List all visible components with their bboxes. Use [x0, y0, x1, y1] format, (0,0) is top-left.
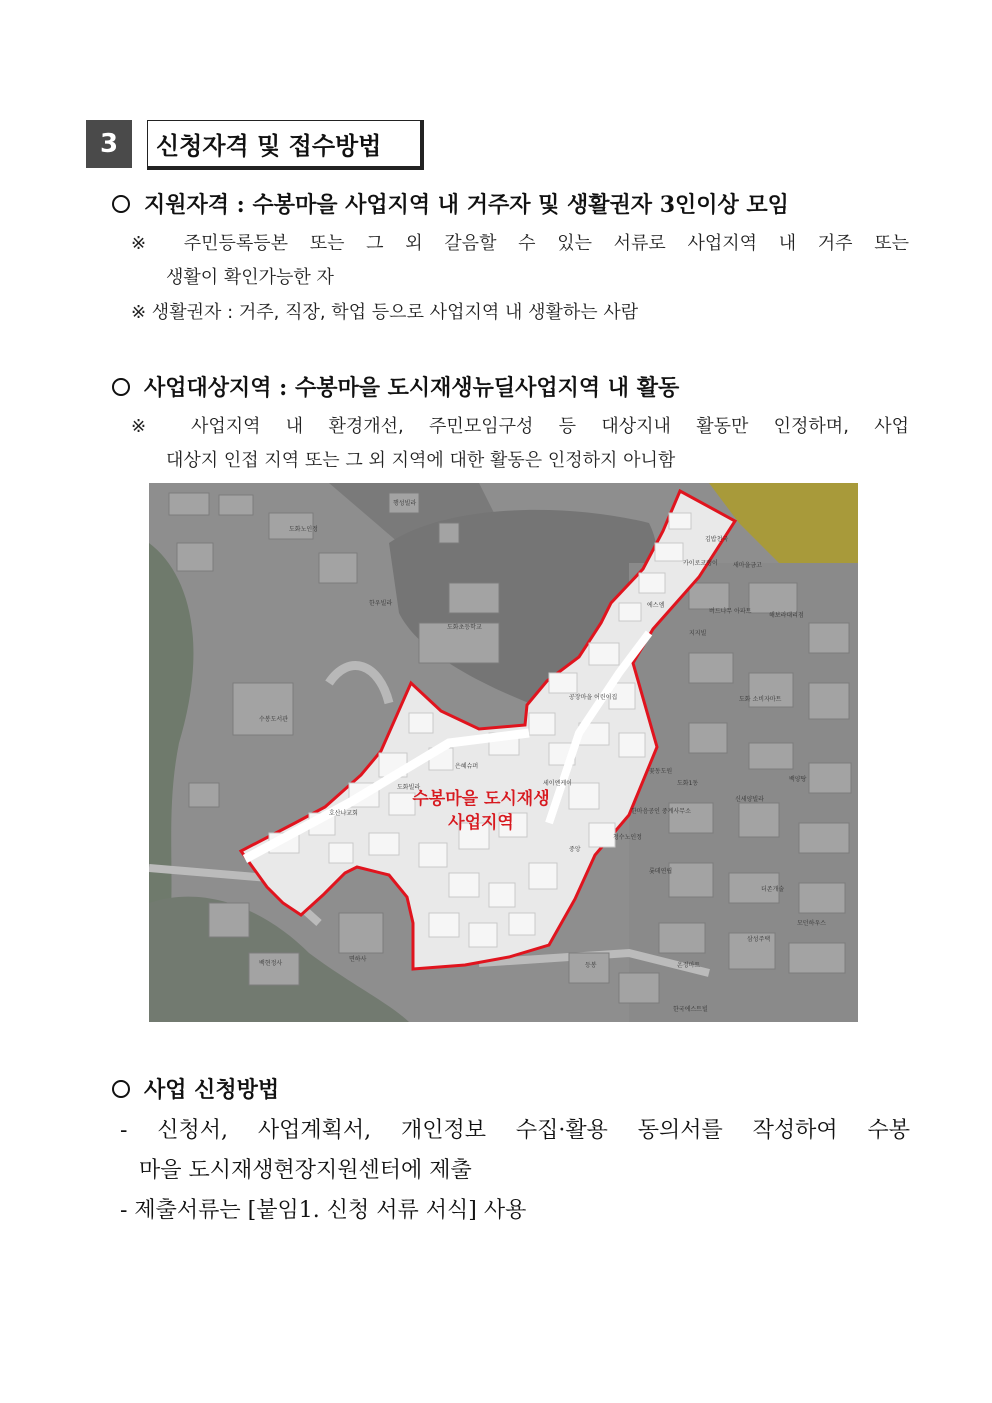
svg-text:롯데연립: 롯데연립 — [649, 868, 673, 875]
application-heading: 사업 신청방법 — [112, 1073, 279, 1104]
project-area-label — [396, 787, 566, 835]
svg-text:백현정사: 백현정사 — [259, 960, 283, 967]
svg-text:한마음공인 중계사무소: 한마음공인 중계사무소 — [631, 808, 691, 815]
svg-text:청수노인정: 청수노인정 — [613, 834, 642, 841]
application-item-1-cont: 마을 도시재생현장지원센터에 제출 — [139, 1158, 472, 1183]
svg-text:도화 소비자마트: 도화 소비자마트 — [739, 696, 782, 703]
svg-text:김밥천국: 김밥천국 — [705, 536, 729, 543]
svg-text:도화빌라: 도화빌라 — [397, 784, 421, 791]
svg-text:꽃동도원: 꽃동도원 — [649, 768, 673, 775]
svg-text:한국에스트빌: 한국에스트빌 — [673, 1006, 708, 1013]
section-title: 신청자격 및 접수방법 — [147, 120, 424, 170]
svg-text:모던하우스: 모던하우스 — [797, 920, 826, 927]
target-area-note: ※ 사업지역 내 환경개선, 주민모임구성 등 대상지내 활동만 인정하며, 사업 — [131, 416, 909, 437]
svg-text:세이엔케이: 세이엔케이 — [543, 780, 572, 787]
svg-text:행성빌라: 행성빌라 — [393, 500, 417, 507]
svg-text:온정마트: 온정마트 — [677, 962, 701, 969]
project-area-label-line2: 사업지역 — [448, 813, 514, 833]
svg-text:호산나교회: 호산나교회 — [329, 810, 358, 817]
svg-text:은혜슈퍼: 은혜슈퍼 — [455, 763, 479, 770]
svg-text:신세양빌라: 신세양빌라 — [735, 796, 764, 803]
svg-text:도화1동: 도화1동 — [677, 780, 699, 787]
svg-text:카이로코랭이: 카이로코랭이 — [683, 560, 718, 567]
svg-text:공장마을 어린이집: 공장마을 어린이집 — [569, 694, 618, 701]
project-area-label-line1: 수봉마을 도시재생 — [412, 789, 550, 809]
svg-text:에스엠: 에스엠 — [647, 602, 665, 609]
svg-text:지지빌: 지지빌 — [689, 630, 707, 637]
svg-text:도화초등학교: 도화초등학교 — [447, 624, 482, 631]
svg-text:한우빌라: 한우빌라 — [369, 600, 393, 607]
qualification-note-2: ※ 생활권자 : 거주, 직장, 학업 등으로 사업지역 내 생활하는 사람 — [131, 302, 639, 323]
section-number: 3 — [86, 120, 132, 168]
svg-text:새마을금고: 새마을금고 — [733, 562, 762, 569]
svg-text:더존개술: 더존개술 — [761, 886, 785, 893]
svg-text:도화노인정: 도화노인정 — [289, 526, 318, 533]
circle-bullet-icon — [112, 1080, 130, 1098]
svg-text:버드나무 아파트: 버드나무 아파트 — [709, 608, 752, 615]
project-area-map — [149, 483, 858, 1022]
qualification-note-1: ※ 주민등록등본 또는 그 외 갈음할 수 있는 서류로 사업지역 내 거주 또는 — [131, 233, 909, 254]
svg-text:수봉도서관: 수봉도서관 — [259, 716, 288, 723]
svg-text:면하사: 면하사 — [349, 956, 367, 963]
circle-bullet-icon — [112, 378, 130, 396]
circle-bullet-icon — [112, 195, 130, 213]
qualification-note-1-cont: 생활이 확인가능한 자 — [166, 267, 334, 288]
application-item-2: - 제출서류는 [붙임1. 신청 서류 서식] 사용 — [120, 1198, 527, 1223]
svg-text:백양탕: 백양탕 — [789, 776, 807, 783]
svg-text:중앙: 중앙 — [569, 846, 581, 853]
target-area-note-cont: 대상지 인접 지역 또는 그 외 지역에 대한 활동은 인정하지 아니함 — [166, 450, 676, 471]
qualification-heading: 지원자격 : 수봉마을 사업지역 내 거주자 및 생활권자 3인이상 모임 — [112, 188, 789, 219]
application-item-1: - 신청서, 사업계획서, 개인정보 수집·활용 동의서를 작성하여 수봉 — [120, 1118, 910, 1143]
svg-text:등봉: 등봉 — [585, 962, 597, 969]
target-area-heading: 사업대상지역 : 수봉마을 도시재생뉴딜사업지역 내 활동 — [112, 371, 679, 402]
svg-text:삼성주택: 삼성주택 — [747, 936, 771, 943]
svg-text:해보라대리점: 해보라대리점 — [769, 612, 804, 619]
